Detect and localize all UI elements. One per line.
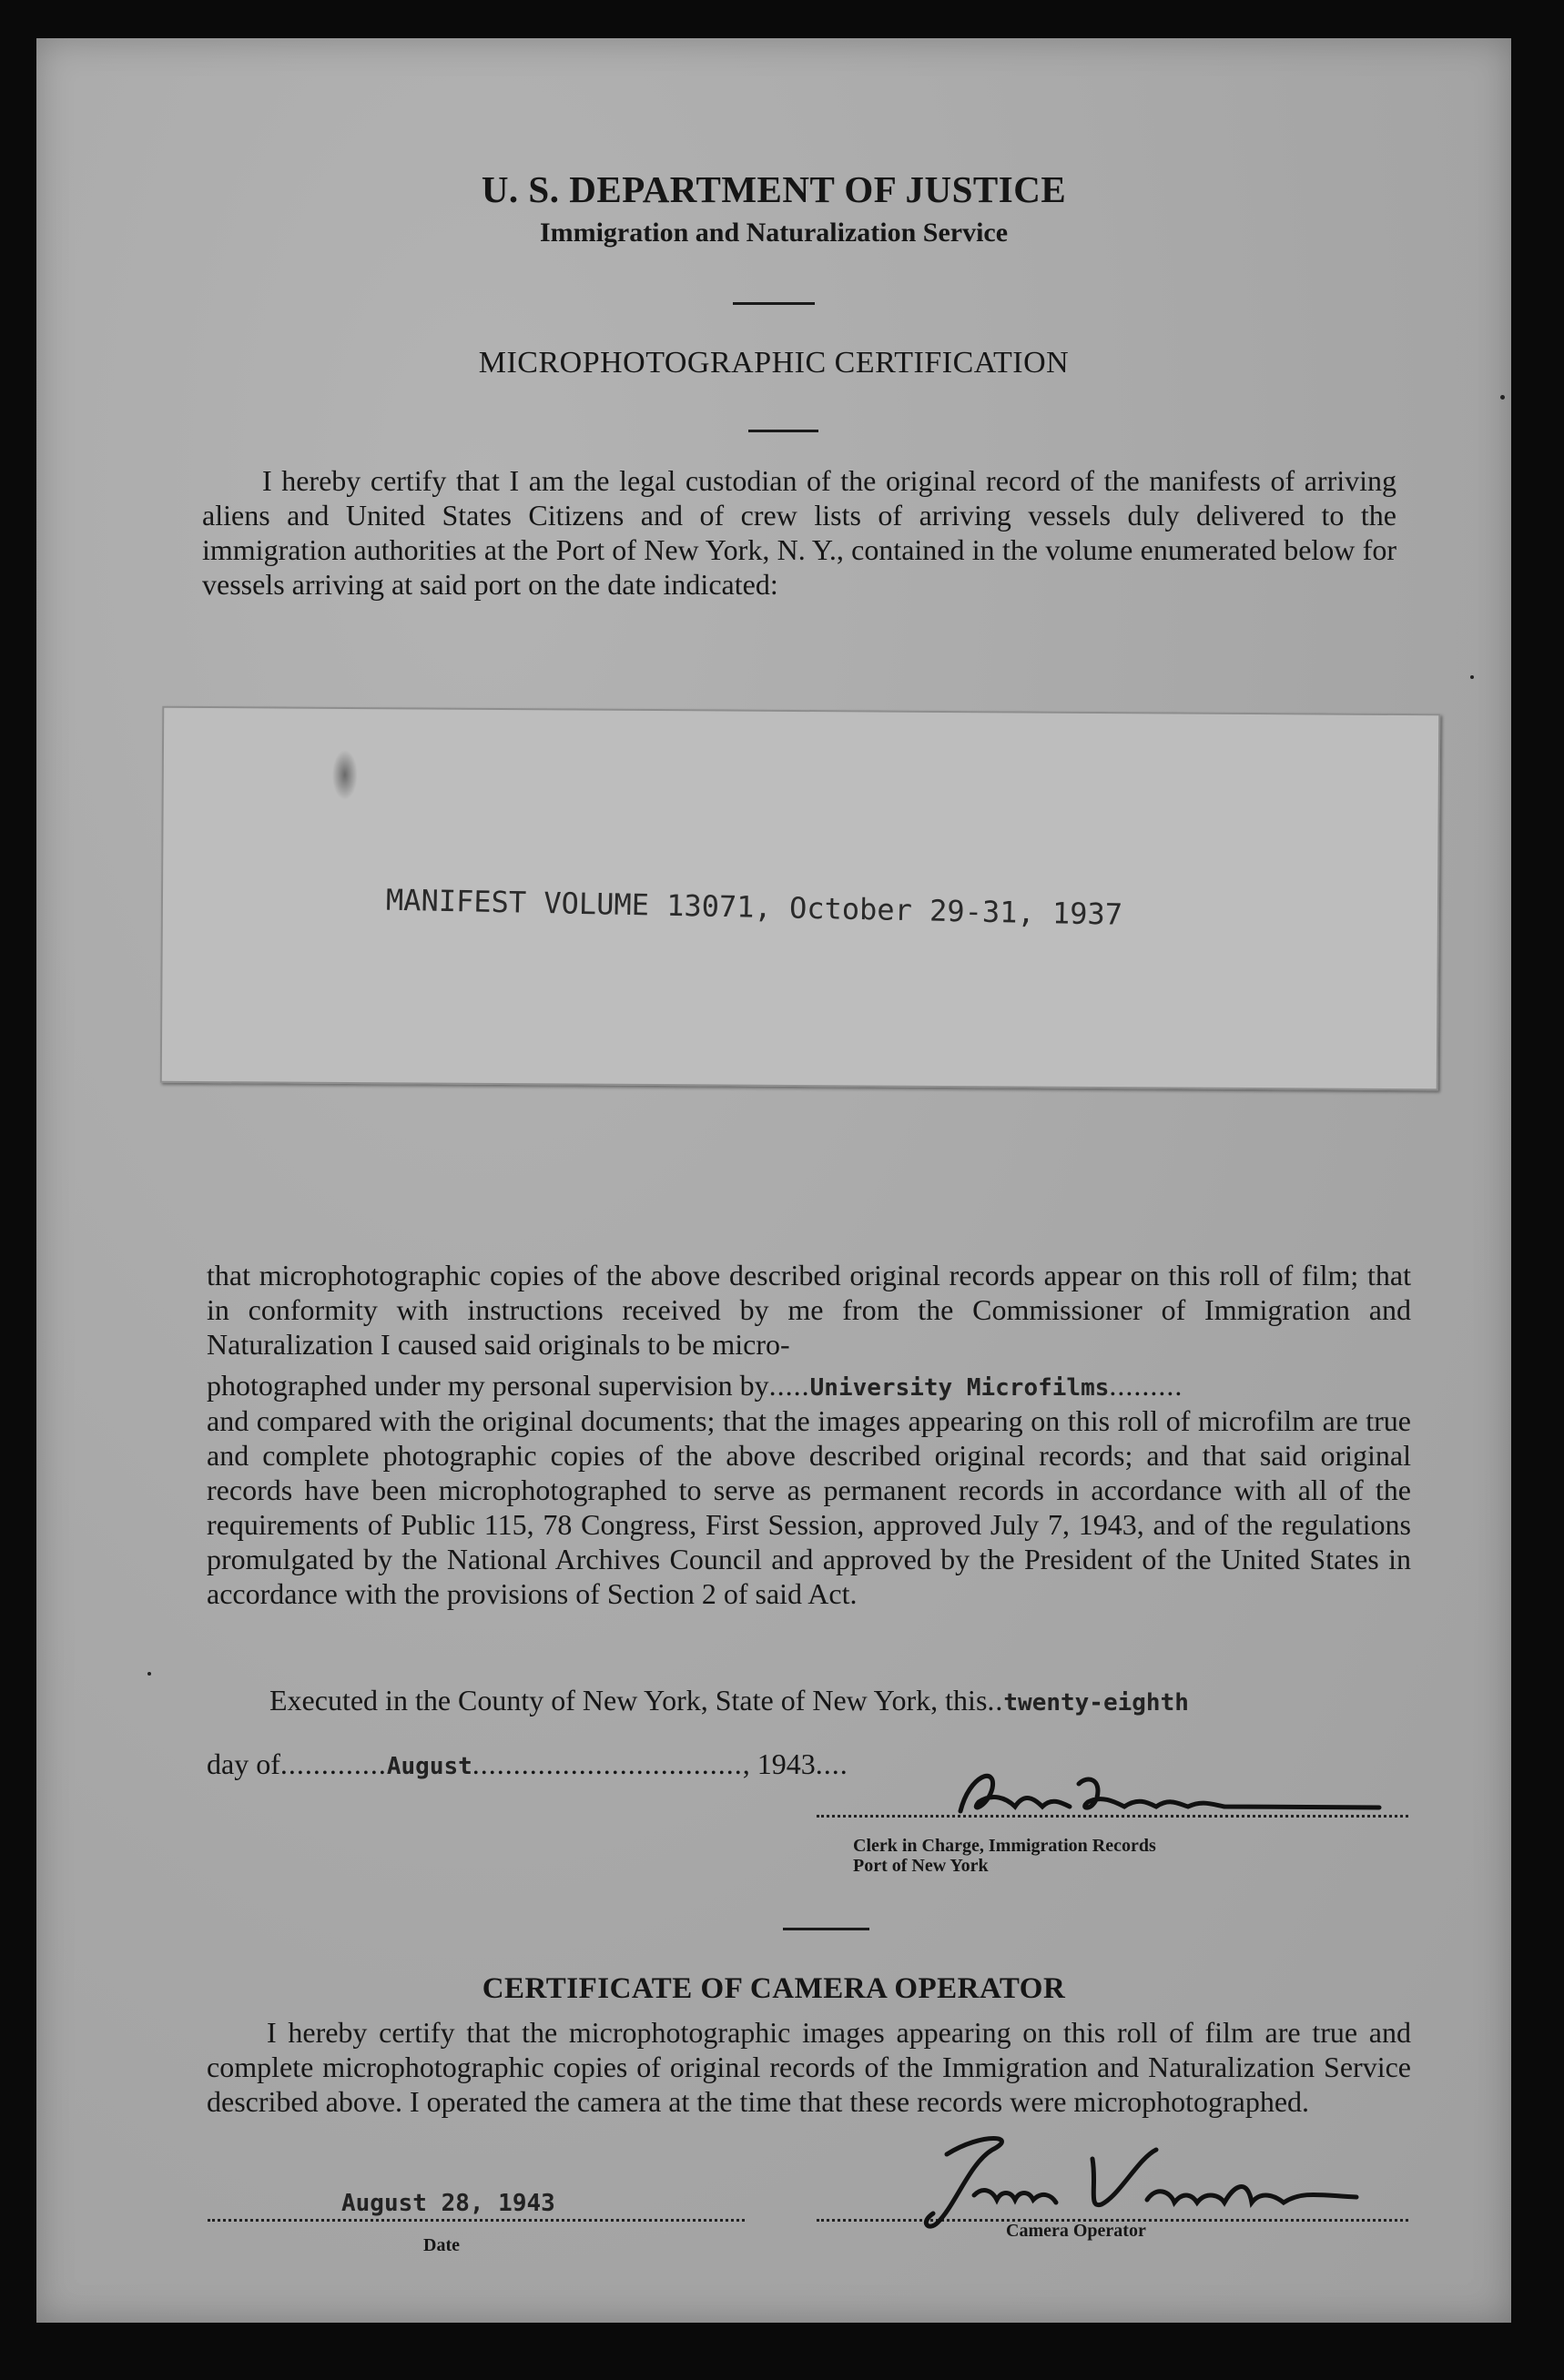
service-subheading: Immigration and Naturalization Service — [539, 218, 1009, 248]
camera-operator-label: Camera Operator — [1006, 2221, 1146, 2241]
camera-certificate-body: I hereby certify that the microphotographic images appearing on this roll of film are true and complete microphotographic copies of original records of the Immigration and Naturalization Service described above. I operated the camera at the time that these records were microphotographed. — [207, 2016, 1411, 2118]
date-value: August 28, 1943 — [341, 2190, 555, 2217]
supervision-line: photographed under my personal supervision by.....University Microfilms......... — [207, 1369, 1183, 1402]
executed-line: Executed in the County of New York, State of New York, this..twenty-eighth — [269, 1684, 1189, 1717]
executed-prefix: Executed in the County of New York, State of New York, this — [269, 1684, 988, 1717]
clerk-signature — [942, 1757, 1397, 1829]
certification-intro: I hereby certify that I am the legal custodian of the original record of the manifests of arriving aliens and United States Citizens and of crew lists of arriving vessels duly delivered to the immigration authorities at the Port of New York, N. Y., contained in the volume enumerated below for vessels arriving at said port on the date indicated: — [202, 464, 1396, 601]
clerk-title — [853, 1836, 1156, 1876]
date-label: Date — [423, 2235, 460, 2255]
clerk-title-line1: Clerk in Charge, Immigration Records — [853, 1836, 1156, 1856]
certification-body-part1: that microphotographic copies of the above described original records appear on this roll of film; that in conformity with instructions received by me from the Commissioner of Immigration and Naturalization I caused said originals to be micro- — [207, 1259, 1411, 1361]
department-heading: U. S. DEPARTMENT OF JUSTICE — [481, 168, 1067, 210]
manifest-label-card — [160, 706, 1441, 1091]
supervision-prefix: photographed under my personal supervision by — [207, 1369, 769, 1402]
date-signature-line — [208, 2219, 745, 2222]
certification-title: MICROPHOTOGRAPHIC CERTIFICATION — [478, 346, 1070, 380]
day-of-line: day of.............August................................., 1943.... — [207, 1747, 848, 1780]
smudge-mark — [332, 750, 358, 800]
speck — [1470, 675, 1474, 679]
divider — [783, 1928, 869, 1930]
speck — [1500, 395, 1505, 400]
speck — [147, 1672, 151, 1676]
manifest-volume-label: MANIFEST VOLUME 13071, October 29-31, 1937 — [385, 882, 1123, 932]
executed-day: twenty-eighth — [1003, 1689, 1189, 1717]
camera-certificate-title: CERTIFICATE OF CAMERA OPERATOR — [482, 1972, 1066, 2005]
year-value: , 1943 — [742, 1747, 816, 1780]
clerk-title-line2: Port of New York — [853, 1856, 989, 1876]
month-value: August — [386, 1753, 472, 1780]
certification-body-part2: and compared with the original documents; that the images appearing on this roll of microfilm are true and complete photographic copies of the above described original records; and that said original records have been microphotographed to serve as permanent records in accordance with all of the requirements of Public 115, 78 Congress, First Session, approved July 7, 1943, and of the regulations promulgated by the National Archives Council and approved by the President of the United States in accordance with the provisions of Section 2 of said Act. — [207, 1404, 1411, 1610]
divider — [748, 430, 818, 432]
day-of-prefix: day of — [207, 1747, 280, 1780]
divider — [733, 302, 815, 305]
supervisor-name: University Microfilms — [809, 1374, 1110, 1402]
document-sheet — [36, 38, 1511, 2323]
